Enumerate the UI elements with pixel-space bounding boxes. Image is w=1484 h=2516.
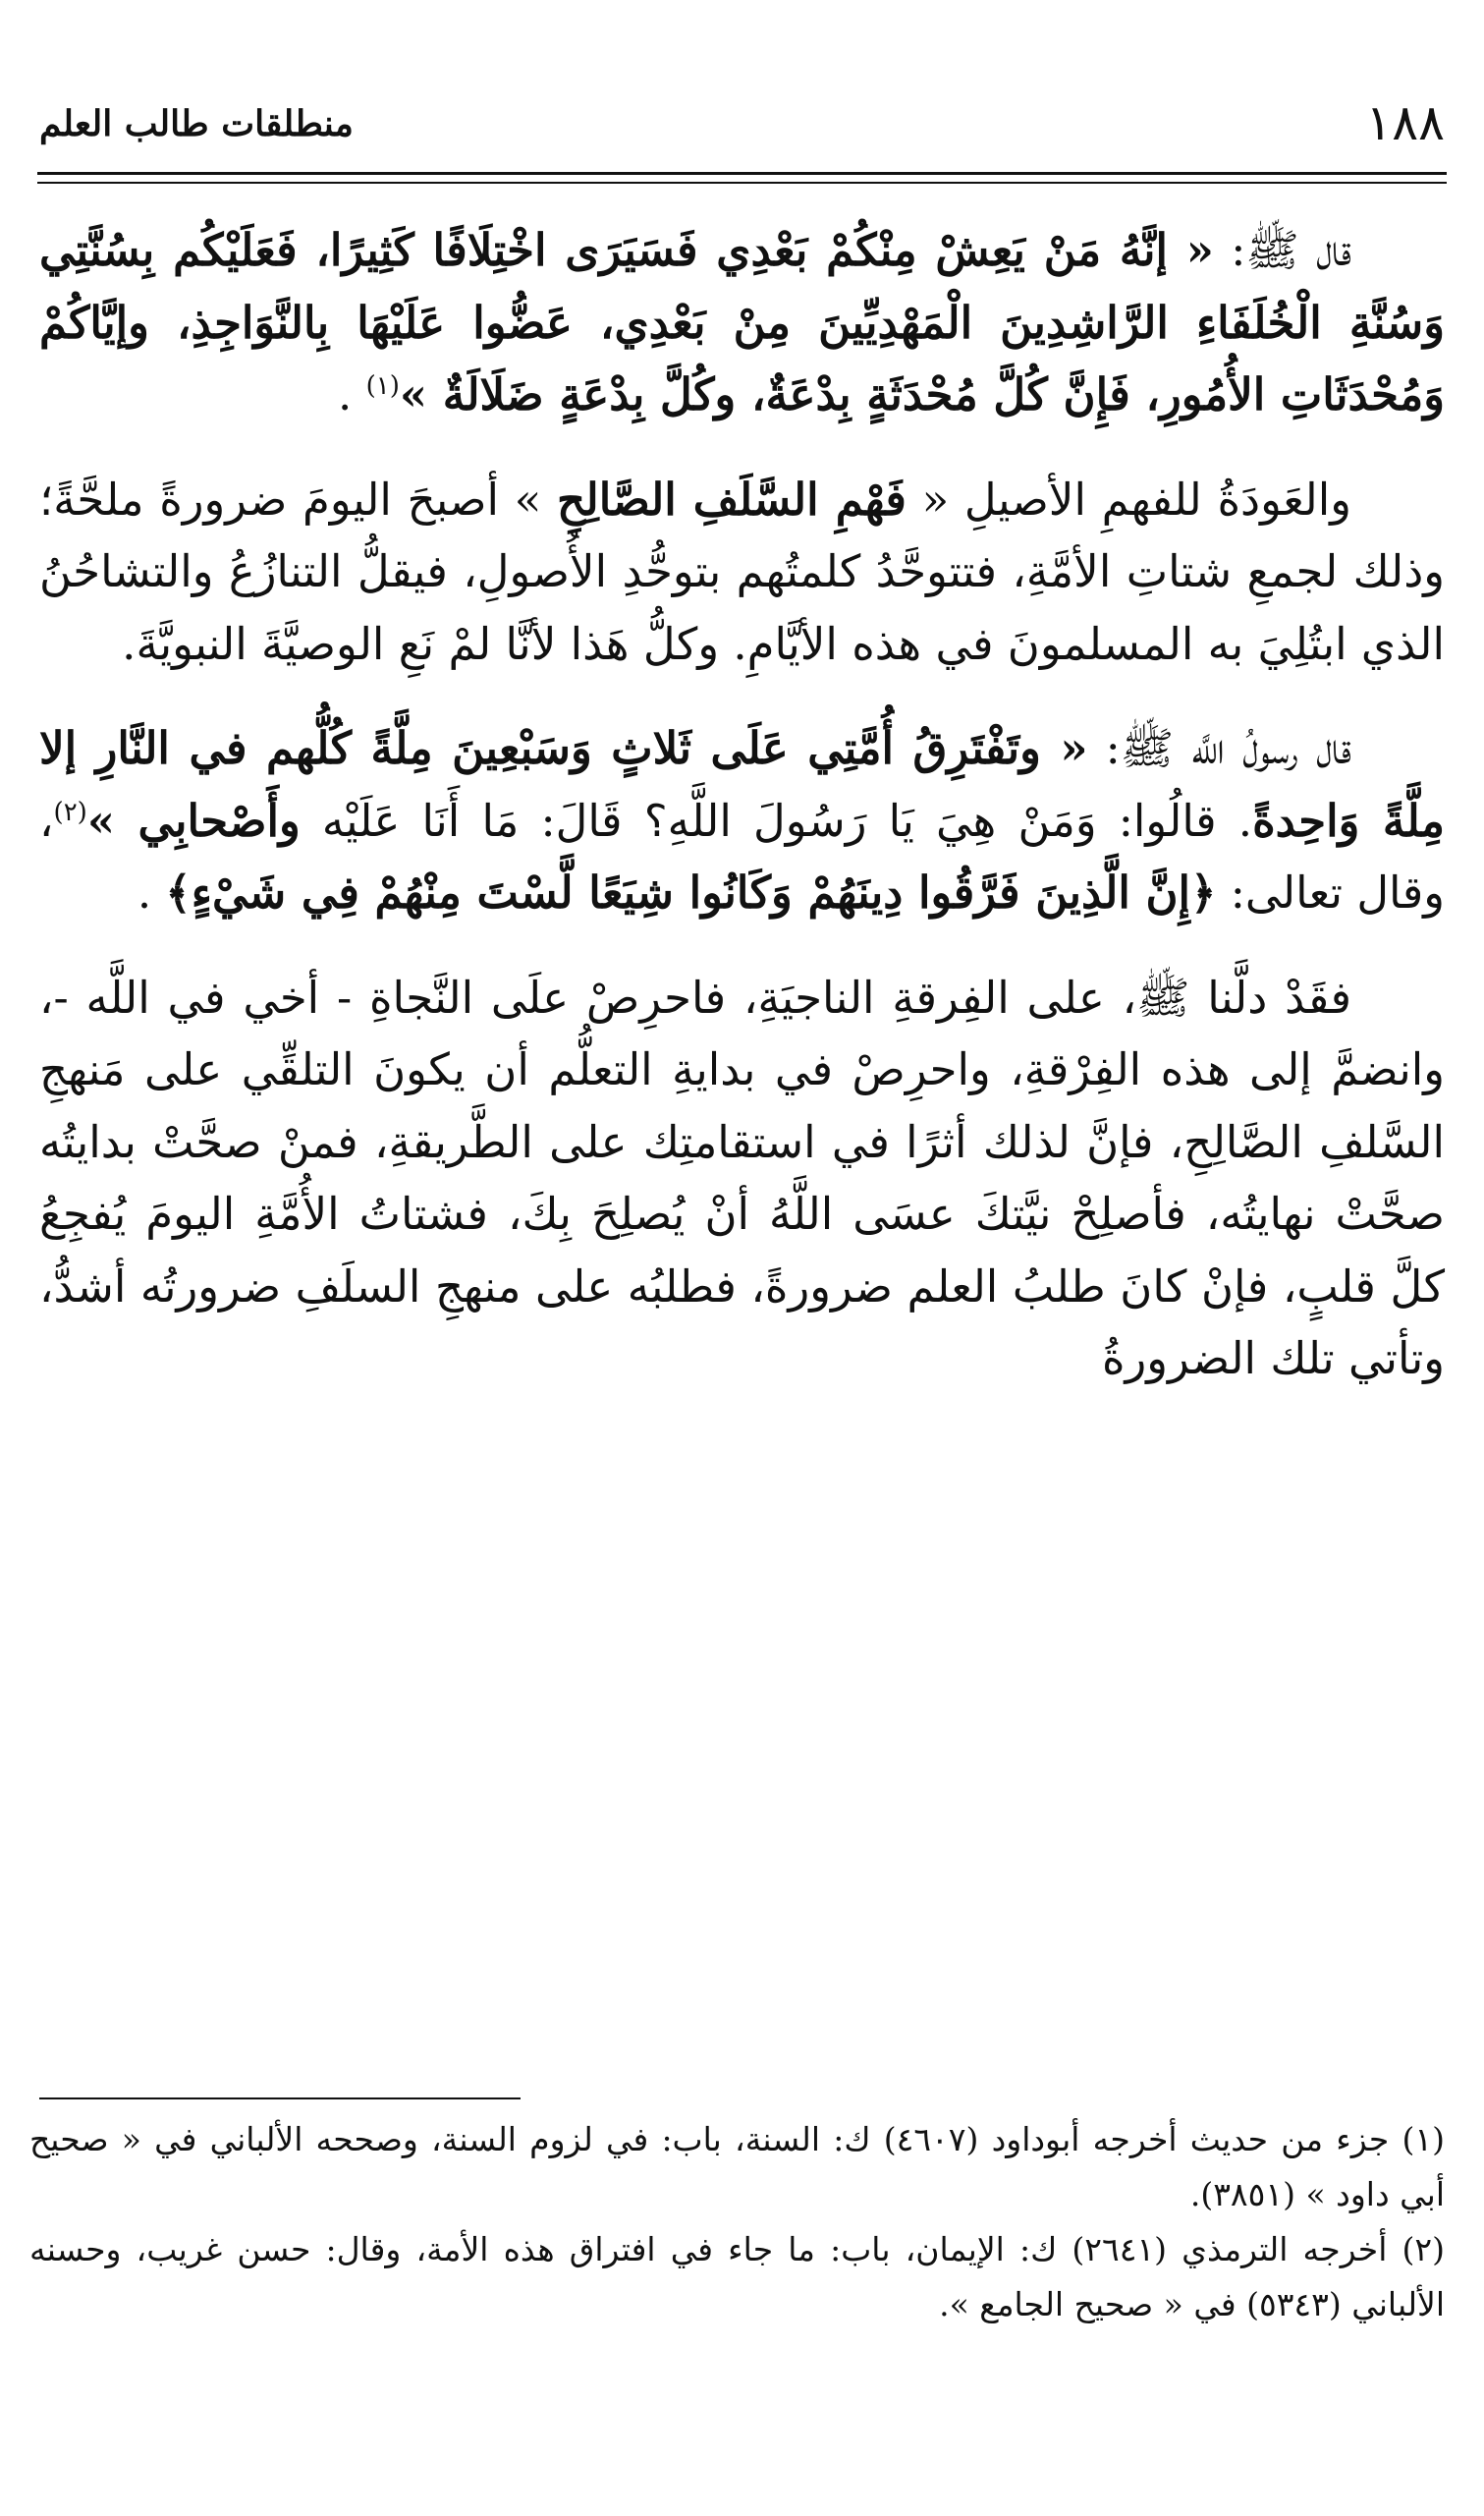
- paragraph-3-end: .: [137, 867, 166, 919]
- footnote-separator: [39, 2097, 521, 2099]
- footnote-1: (١) جزء من حديث أخرجه أبوداود (٤٦٠٧) ك: السنة، باب: في لزوم السنة، وصححه الألباني في « صحيح أبي داود » (٣٨٥١).: [29, 2120, 1445, 2213]
- page-number: ١٨٨: [1365, 94, 1445, 151]
- page-header: [39, 93, 1445, 152]
- verse-intro: ، وقال تعالى:: [39, 794, 1445, 919]
- paragraph-3: [39, 712, 1445, 929]
- paragraph-1: [39, 214, 1445, 431]
- hadith-dialogue: . قالُوا: وَمَنْ هِيَ يَا رَسُولَ اللَّهِ؟ قَالَ: مَا أَنَا عَلَيْه: [300, 794, 1253, 847]
- paragraph-1-end: .: [338, 368, 366, 420]
- running-title: منطلقات طالب العلم: [39, 103, 354, 144]
- paragraph-2-before: والعَودَةُ للفهمِ الأصيلِ «: [906, 473, 1351, 526]
- paragraph-4: فقَدْ دلَّنا ﷺ، على الفِرقةِ الناجيَةِ، فاحرِصْ علَى النَّجاةِ - أخي في اللَّه -، وانضمَّ إلى هذه الفِرْقةِ، واحرِصْ في بدايةِ التعلُّم أن يكونَ التلقِّي على مَنهجِ السَّلفِ الصَّالِحِ، فإنَّ لذلك أثرًا في استقامتِك على الطَّريقةِ، فمنْ صحَّتْ بدايتُه صحَّتْ نهايتُه، فأصلِحْ نيَّتكَ عسَى اللَّهُ أنْ يُصلِحَ بِكَ، فشتاتُ الأُمَّةِ اليومَ يُفجِعُ كلَّ قلبٍ، فإنْ كانَ طلبُ العلم ضرورةً، فطلبُه على منهجِ السلَفِ ضرورتُه أشدُّ، وتأتي تلك الضرورةُ: [39, 971, 1445, 1384]
- salaf-phrase: فَهْمِ السَّلَفِ الصَّالِحِ: [556, 473, 907, 526]
- hadith-intro-2: قال رسولُ اللَّه ﷺ:: [1087, 722, 1352, 774]
- footnote-ref-2[interactable]: (٢): [53, 797, 87, 827]
- hadith-intro-1: قال ﷺ:: [1213, 224, 1351, 276]
- header-rule-thick: [37, 172, 1447, 175]
- hadith-quote-1: « إنَّهُ مَنْ يَعِشْ مِنْكُمْ بَعْدِي فَسَيَرَى اخْتِلَافًا كَثِيرًا، فَعَلَيْكُم بِسُنَّتِي وَسُنَّةِ الْخُلَفَاءِ الرَّاشِدِينَ الْمَهْدِيِّينَ مِنْ بَعْدِي، عَضُّوا عَلَيْهَا بِالنَّوَاجِذِ، وإيَّاكُمْ وَمُحْدَثَاتِ الأُمُورِ، فَإِنَّ كُلَّ مُحْدَثَةٍ بِدْعَةٌ، وكُلَّ بِدْعَةٍ ضَلَالَةٌ »: [39, 224, 1445, 420]
- paragraph-2: [39, 464, 1445, 681]
- footnote-2: (٢) أخرجه الترمذي (٢٦٤١) ك: الإيمان، باب: ما جاء في افتراق هذه الأمة، وقال: حسن غريب، وحسنه الألباني (٥٣٤٣) في « صحيح الجامع ».: [29, 2230, 1445, 2323]
- hadith-quote-2a: « وتَفْتَرِقُ أُمَّتِي عَلَى ثَلاثٍ وَسَبْعِينَ مِلَّةً كُلُّهم في النَّارِ إلا مِلَّةً وَاحِدةً: [39, 722, 1446, 847]
- header-rule-thin: [37, 182, 1447, 184]
- footnotes: [29, 2112, 1445, 2332]
- quran-verse: ﴿إِنَّ الَّذِينَ فَرَّقُوا دِينَهُمْ وَكَانُوا شِيَعًا لَّسْتَ مِنْهُمْ فِي شَيْءٍ﴾: [165, 867, 1217, 919]
- paragraph-2-after: » أصبحَ اليومَ ضرورةً ملحَّةً؛ وذلك لجمعِ شتاتِ الأمَّةِ، فتتوحَّدُ كلمتُهم بتوحُّدِ الأُصولِ، فيقلُّ التنازُعُ والتشاحُنُ الذي ابتُلِيَ به المسلمونَ في هذه الأيَّامِ. وكلُّ هَذا لأنَّا لمْ نَعِ الوصيَّةَ النبويَّةَ.: [39, 473, 1445, 670]
- main-text: [39, 214, 1445, 1427]
- footnote-ref-1[interactable]: (١): [365, 371, 400, 401]
- hadith-quote-2b: وأَصْحابِي »: [86, 794, 301, 847]
